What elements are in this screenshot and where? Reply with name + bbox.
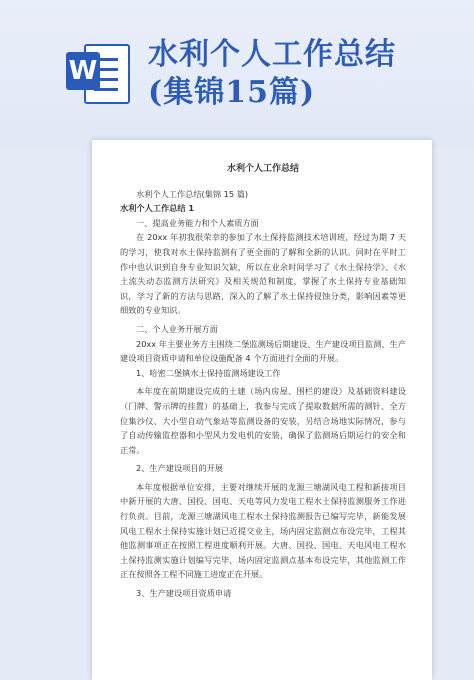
hero-title-line1: 水利个人工作总结	[148, 37, 396, 72]
word-badge: W	[66, 52, 100, 90]
doc-paragraph: 20xx 年主要业务方主围绕二堡监测场后期建设、生产建设项目监测、生产建设项目资质申请和单位设施配备 4 个方面进行全面的开展。	[120, 338, 406, 364]
doc-subheading: 3、生产建设项目资质申请	[136, 588, 232, 599]
doc-subheading: 1、哈密二堡镇水土保持监测场建设工作	[136, 367, 281, 378]
doc-heading-2: 二、个人业务开展方面	[136, 323, 218, 334]
doc-paragraph: 在 20xx 年初我很荣幸的参加了水土保持监测技术培训班，经过为期 7 天的学习，使我对水土保持监测有了更全面的了解和全新的认识。同时在平时工作中也认识到自身专业知识欠缺，所以在业余时间学习了《水土保持学》、《水土流失动态监测方法研究》及相关规范和制度，掌握了水土保持专业基础知识，学习了新的方法与思路，深入的了解了水土保持侵蚀分类，影响因素等更细致的专业知识。	[120, 232, 406, 316]
document-body	[120, 162, 406, 601]
hero-title	[148, 36, 468, 112]
hero-title-line2: (集锦15篇)	[148, 75, 316, 110]
doc-heading-1: 一、提高业务能力和个人素质方面	[136, 217, 259, 228]
document-title: 水利个人工作总结	[226, 164, 299, 174]
doc-paragraph: 本年度在前期建设完成的土建（场内房屋、围栏的建设）及基础资料建设（门牌、警示牌的挂置）的基础上，我参与完成了提取数据所需的测针、全方位集沙仪、大小型自动气象站等监测设备的安装，另结合场地实际情况，参与了自动传输监控器和小型风力发电机的安装，确保了监测场后期运行的安全和正常。	[120, 386, 406, 455]
doc-subtitle: 水利个人工作总结(集锦 15 篇)	[136, 188, 249, 199]
doc-paragraph: 本年度根据单位安排，主要对继续开展的龙源三塘湖风电工程和新接项目中新开展的大唐、国投、国电、天电等风力发电工程水土保持监测服务工作进行负责。目前，龙源三塘湖风电工程水土保持监测报告已编写完毕，新能发展风电工程水土保持实施计划已近提交业主，场内固定监测点布设完毕，工程其他监测事项正在按照工程进度顺利开展。大唐、国投、国电、天电风电工程水土保持监测实施计划编写完毕，场内固定监测点基本布设完毕，其他监测工作正在按照各工程不同施工进度正在开展。	[120, 481, 406, 580]
doc-section-heading: 水利个人工作总结 1	[120, 203, 195, 214]
doc-subheading: 2、生产建设项目的开展	[136, 463, 224, 474]
word-icon	[66, 40, 130, 104]
